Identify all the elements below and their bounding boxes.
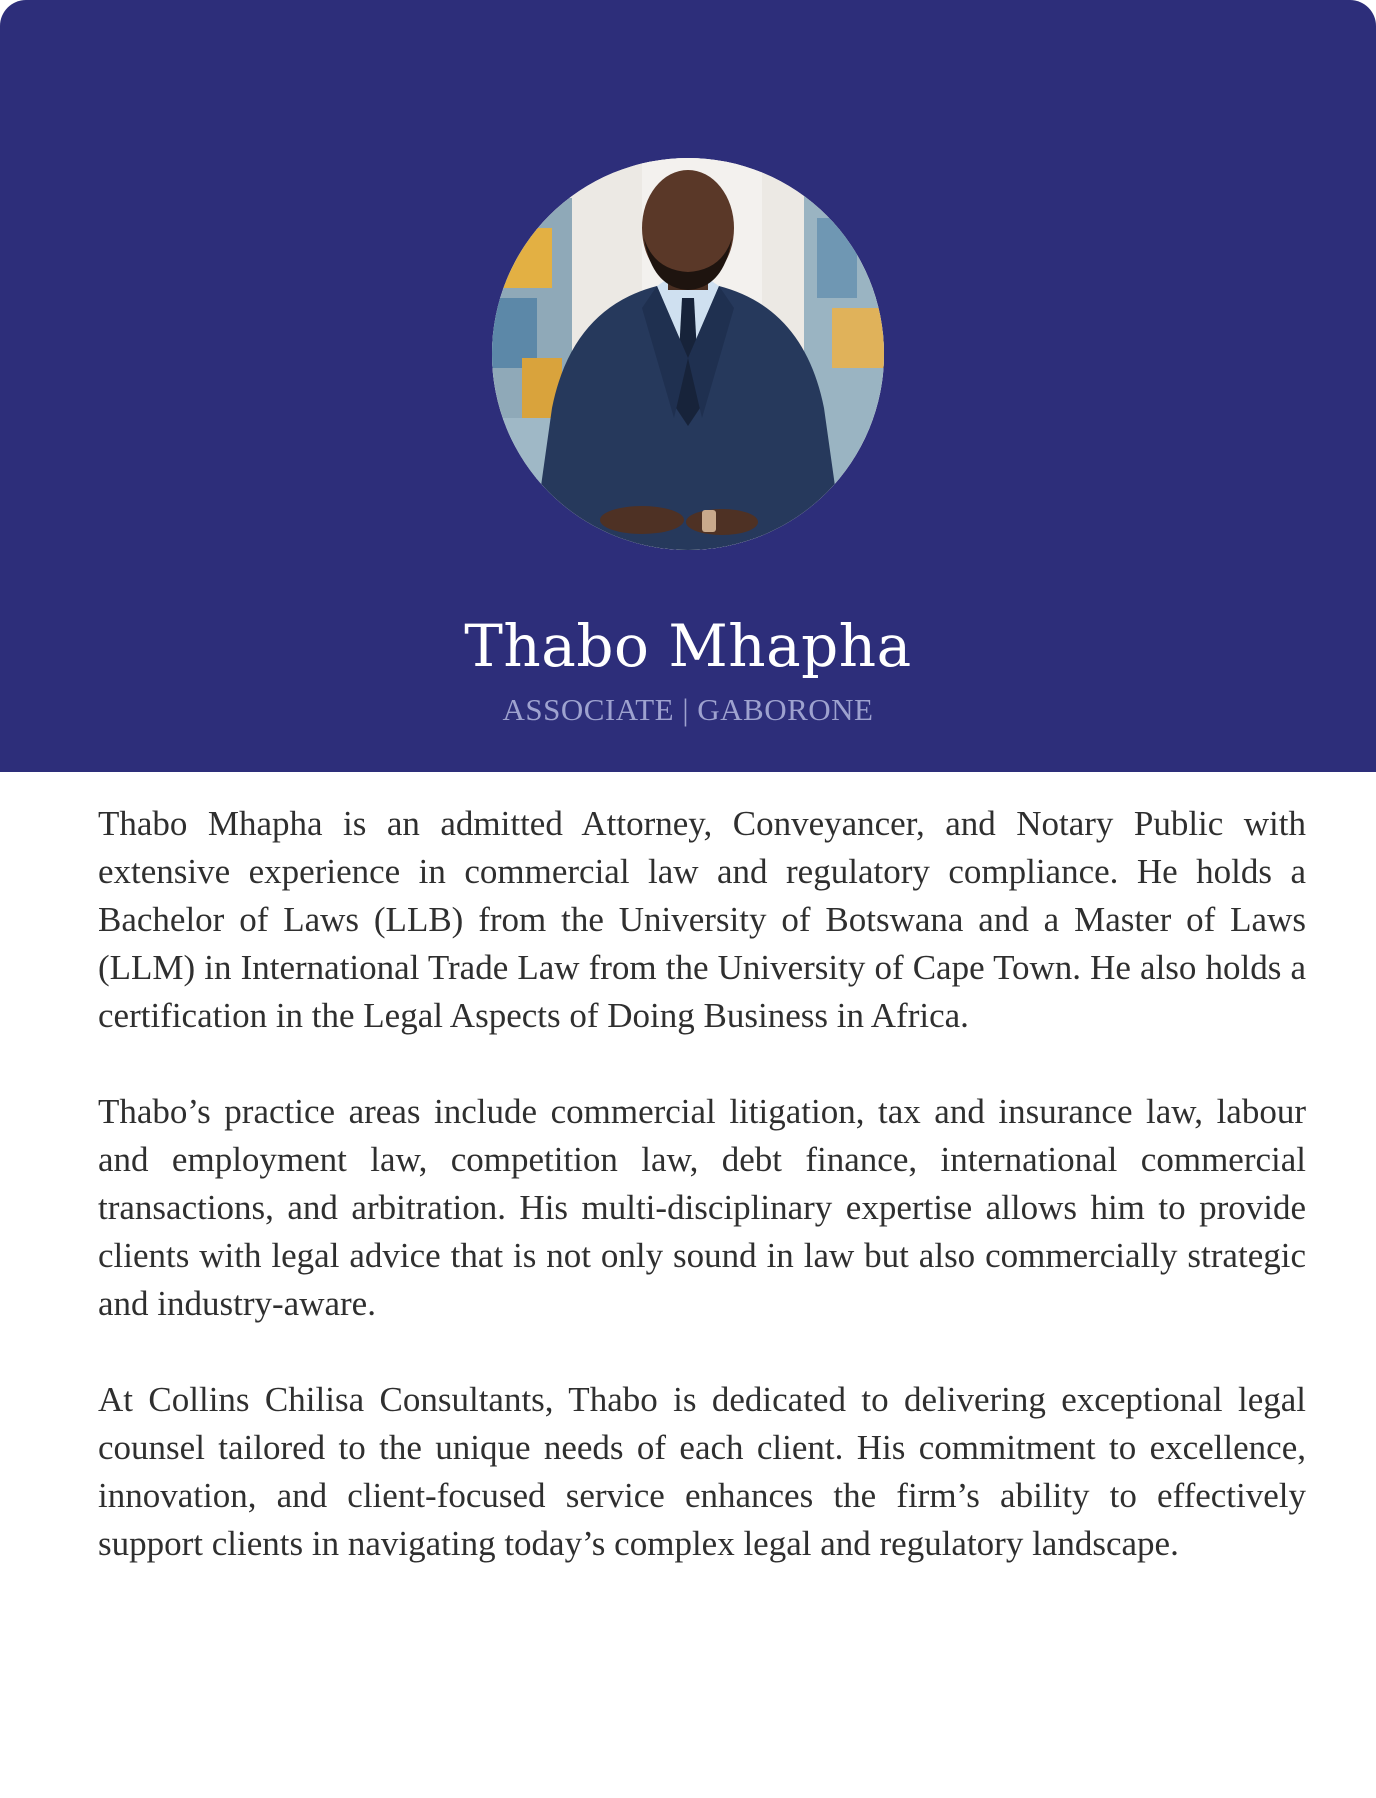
bio-paragraph-3: At Collins Chilisa Consultants, Thabo is dedicated to delivering exceptional legal counsel tailored to the unique needs of each client. His commitment to excellence, innovation, and client-focused service enhances the firm’s ability to effectively support clients in navigating today’s complex legal and regulatory landscape. (98, 1380, 1306, 1563)
profile-header (0, 0, 1376, 772)
portrait-illustration (492, 158, 884, 550)
profile-role: ASSOCIATE | GABORONE (502, 692, 874, 727)
bio-section (98, 800, 1306, 1616)
profile-photo (492, 158, 884, 550)
bio-paragraph-2: Thabo’s practice areas include commercial litigation, tax and insurance law, labour and employment law, competition law, debt finance, international commercial transactions, and arbitration. His multi-disciplinary expertise allows him to provide clients with legal advice that is not only sound in law but also commercially strategic and industry-aware. (98, 1092, 1306, 1323)
bio-paragraph-1: Thabo Mhapha is an admitted Attorney, Conveyancer, and Notary Public with extensive experience in commercial law and regulatory compliance. He holds a Bachelor of Laws (LLB) from the University of Botswana and a Master of Laws (LLM) in International Trade Law from the University of Cape Town. He also holds a certification in the Legal Aspects of Doing Business in Africa. (98, 804, 1306, 1035)
profile-name: Thabo Mhapha (464, 612, 912, 680)
